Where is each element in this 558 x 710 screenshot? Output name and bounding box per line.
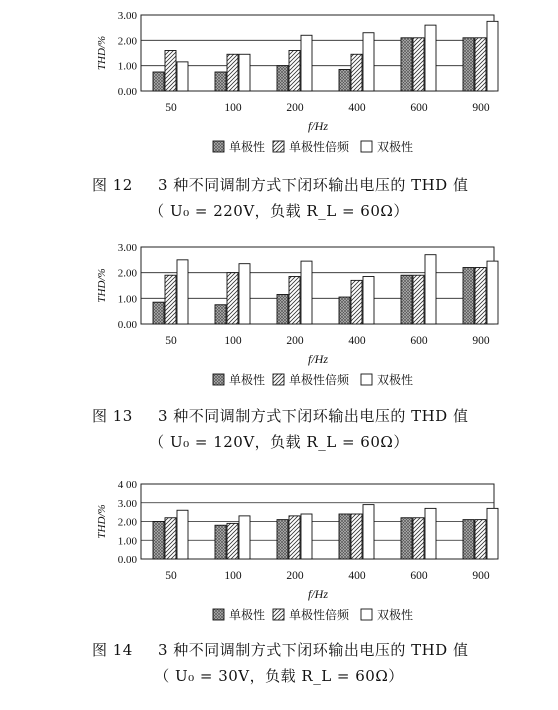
thd-chart-fig13 — [0, 236, 558, 396]
bar — [177, 260, 188, 324]
bar — [363, 505, 374, 559]
figure-number: 图 13 — [92, 407, 133, 425]
bar — [487, 21, 498, 91]
thd-chart-fig14 — [0, 470, 558, 630]
legend-swatch — [361, 609, 372, 620]
bar — [487, 261, 498, 324]
bar — [487, 508, 498, 559]
legend-label: 双极性 — [377, 140, 414, 154]
thd-chart-fig12 — [0, 0, 558, 170]
x-tick-label: 50 — [165, 570, 177, 582]
legend-label: 单极性倍频 — [289, 608, 350, 622]
bar — [165, 518, 176, 559]
bar — [401, 518, 412, 559]
x-tick-label: 600 — [410, 570, 428, 582]
bar — [401, 275, 412, 324]
legend-swatch — [273, 374, 284, 385]
figure-condition: （ U₀ = 120V，负载 R_L = 60Ω） — [149, 433, 409, 451]
bar — [239, 264, 250, 324]
figure-condition: （ U₀ = 220V，负载 R_L = 60Ω） — [149, 202, 409, 220]
y-tick-label: 0.00 — [117, 86, 137, 98]
y-tick-label: 0.00 — [117, 554, 137, 566]
bar — [289, 516, 300, 559]
legend-label: 单极性 — [229, 373, 266, 387]
x-tick-label: 100 — [224, 335, 242, 347]
legend-label: 单极性倍频 — [289, 373, 350, 387]
legend-label: 双极性 — [377, 608, 414, 622]
bar — [413, 518, 424, 559]
y-tick-label: 2.00 — [117, 516, 137, 529]
bar — [339, 297, 350, 324]
y-tick-label: 1.00 — [117, 535, 137, 548]
x-tick-label: 900 — [472, 335, 490, 347]
legend-label: 单极性 — [229, 608, 266, 622]
bar — [277, 520, 288, 559]
bar — [215, 72, 226, 91]
bar — [277, 294, 288, 324]
y-tick-label: 0.00 — [117, 319, 137, 331]
bar — [289, 50, 300, 91]
x-axis-label: f/Hz — [307, 352, 329, 366]
bar — [215, 305, 226, 324]
bar — [177, 510, 188, 559]
figure-condition: （ U₀ = 30V，负载 R_L = 60Ω） — [154, 667, 404, 685]
bar — [301, 261, 312, 324]
plot-frame — [141, 15, 494, 91]
legend-swatch — [213, 374, 224, 385]
y-tick-label: 3.00 — [117, 242, 137, 254]
bar — [475, 268, 486, 324]
x-tick-label: 400 — [348, 570, 366, 582]
x-tick-label: 200 — [286, 102, 304, 114]
bar — [351, 514, 362, 559]
bar — [301, 35, 312, 91]
x-tick-label: 50 — [165, 102, 177, 114]
x-tick-label: 100 — [224, 102, 242, 114]
bar — [177, 62, 188, 91]
bar — [475, 38, 486, 91]
bar — [289, 277, 300, 324]
y-tick-label: 4 00 — [117, 479, 137, 491]
legend-label: 单极性 — [229, 140, 266, 154]
x-tick-label: 400 — [348, 102, 366, 114]
legend-swatch — [273, 141, 284, 152]
bar — [351, 280, 362, 324]
bar — [227, 54, 238, 91]
bar — [153, 302, 164, 324]
bar — [363, 33, 374, 91]
bar — [153, 522, 164, 560]
figure-title: 3 种不同调制方式下闭环输出电压的 THD 值 — [158, 407, 469, 425]
y-tick-label: 1.00 — [117, 60, 137, 73]
legend-swatch — [213, 609, 224, 620]
bar — [363, 277, 374, 324]
bar — [425, 25, 436, 91]
x-tick-label: 200 — [286, 335, 304, 347]
bar — [463, 520, 474, 559]
y-tick-label: 3.00 — [117, 10, 137, 22]
figure-number: 图 12 — [92, 176, 133, 194]
figure-title: 3 种不同调制方式下闭环输出电压的 THD 值 — [158, 641, 469, 659]
x-tick-label: 600 — [410, 335, 428, 347]
bar — [339, 514, 350, 559]
legend-label: 双极性 — [377, 373, 414, 387]
bar — [165, 50, 176, 91]
legend-label: 单极性倍频 — [289, 140, 350, 154]
plot-frame — [141, 247, 494, 324]
bar — [165, 275, 176, 324]
x-axis-label: f/Hz — [307, 587, 329, 601]
legend-swatch — [361, 374, 372, 385]
bar — [153, 72, 164, 91]
y-axis-label: THD/% — [96, 504, 108, 539]
legend-swatch — [273, 609, 284, 620]
y-tick-label: 3.00 — [117, 497, 137, 510]
x-tick-label: 100 — [224, 570, 242, 582]
bar — [239, 54, 250, 91]
bar — [215, 525, 226, 559]
legend-swatch — [213, 141, 224, 152]
bar — [351, 54, 362, 91]
bar — [463, 268, 474, 324]
bar — [339, 69, 350, 91]
bar — [413, 38, 424, 91]
bar — [277, 66, 288, 91]
bar — [475, 520, 486, 559]
x-tick-label: 200 — [286, 570, 304, 582]
x-tick-label: 900 — [472, 570, 490, 582]
bar — [425, 508, 436, 559]
y-tick-label: 1.00 — [117, 293, 137, 306]
bar — [401, 38, 412, 91]
y-tick-label: 2.00 — [117, 267, 137, 280]
y-axis-label: THD/% — [96, 268, 108, 303]
x-tick-label: 600 — [410, 102, 428, 114]
bar — [227, 273, 238, 324]
legend-swatch — [361, 141, 372, 152]
bar — [413, 275, 424, 324]
bar — [463, 38, 474, 91]
y-tick-label: 2.00 — [117, 35, 137, 48]
x-axis-label: f/Hz — [307, 119, 329, 133]
bar — [239, 516, 250, 559]
figure-title: 3 种不同调制方式下闭环输出电压的 THD 值 — [158, 176, 469, 194]
figure-number: 图 14 — [92, 641, 133, 659]
x-tick-label: 50 — [165, 335, 177, 347]
bar — [425, 255, 436, 324]
x-tick-label: 900 — [472, 102, 490, 114]
y-axis-label: THD/% — [96, 35, 108, 71]
bar — [227, 523, 238, 559]
bar — [301, 514, 312, 559]
x-tick-label: 400 — [348, 335, 366, 347]
